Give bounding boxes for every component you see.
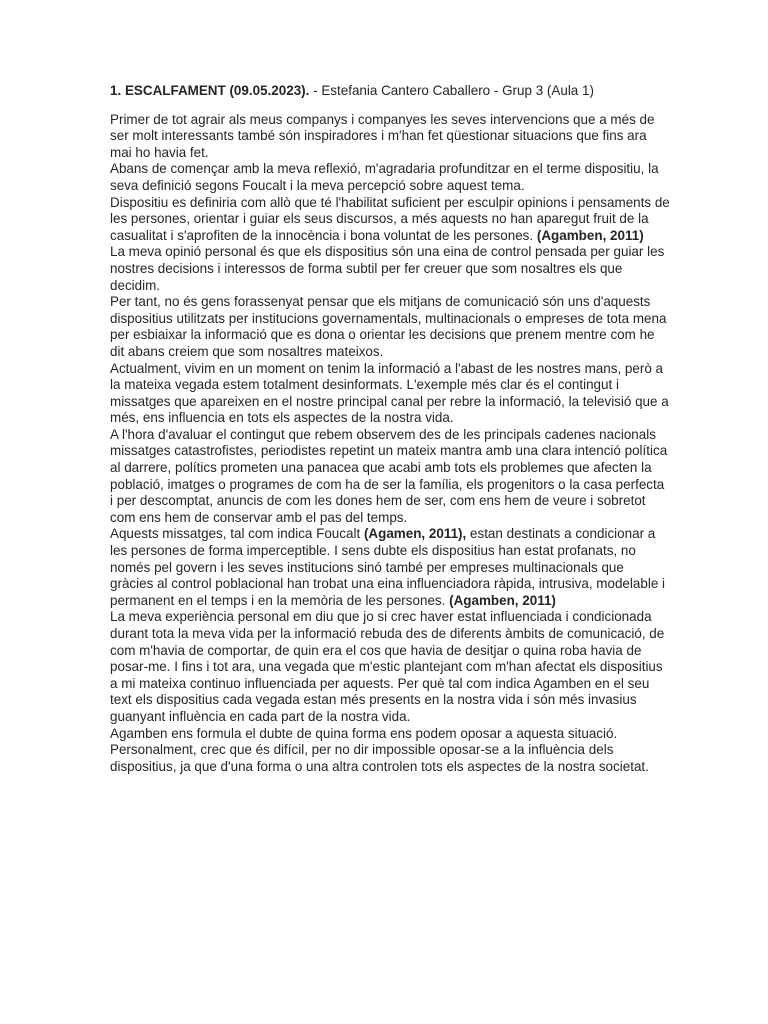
paragraph-6: Actualment, vivim en un moment on tenim la informació a l'abast de les nostres mans, però a la mateixa vegada estem totalment desinformats. L'exemple més clar és el contingut i missatges que apareixen en el nostre principal canal per rebre la informació, la televisió que a més, ens influencia en tots els aspectes de la nostra vida. xyxy=(110,360,669,426)
paragraph-10: Agamben ens formula el dubte de quina forma ens podem oposar a aquesta situació. xyxy=(110,725,618,741)
paragraph-8-text-b: estan destinats a condicionar a les persones de forma imperceptible. I sens dubte els dispositius han estat profanats, no només pel govern i les seves institucions sinó també per empreses multinacionals que gràcies al control poblacional han trobat una eina influenciadora ràpida, intrusiva, modelable i permanent en el temps i en la memòria de les persones. xyxy=(110,526,666,608)
document-heading xyxy=(110,83,670,100)
paragraph-2: Abans de començar amb la meva reflexió, m'agradaria profunditzar en el terme dispositiu, la seva definició segons Foucalt i la meva percepció sobre aquest tema. xyxy=(110,161,659,193)
citation: (Agamben, 2011) xyxy=(536,227,644,243)
heading-title: 1. ESCALFAMENT (09.05.2023). xyxy=(110,83,310,98)
citation: (Agamen, 2011), xyxy=(363,526,467,542)
paragraph-7: A l'hora d'avaluar el contingut que rebem observem des de les principals cadenes nacionals missatges catastrofistes, periodistes repetint un mateix mantra amb una clara intenció política al darrere, polítics prometen una panacea que acabi amb tots els problemes que afecten la població, imatges o programes de com ha de ser la família, els progenitors o la casa perfecta i per descomptat, anuncis de com les dones hem de ser, com ens hem de veure i sobretot com ens hem de conservar amb el pas del temps. xyxy=(110,426,668,525)
paragraph-9: La meva experiència personal em diu que jo si crec haver estat influenciada i condicionada durant tota la meva vida per la informació rebuda des de diferents àmbits de comunicació, de com m'havia de comportar, de quin era el cos que havia de desitjar o quina roba havia de posar-me. I fins i tot ara, una vegada que m'estic plantejant com m'han afectat els dispositius a mi mateixa continuo influenciada per aquests. Per què tal com indica Agamben en el seu text els dispositius cada vegada estan més presents en la nostra vida i són més invasius guanyant influència en cada part de la nostra vida. xyxy=(110,609,665,724)
paragraph-3 xyxy=(110,195,670,245)
paragraph-4: La meva opinió personal és que els dispositius són una eina de control pensada per guiar les nostres decisions i interessos de forma subtil per fer creuer que som nosaltres els que decidim. xyxy=(110,244,665,293)
paragraph-3-text: Dispositiu es definiria com allò que té l'habilitat suficient per esculpir opinions i pensaments de les persones, orientar i guiar els seus discursos, a més aquests no han aparegut fruit de la casualitat i s'aprofiten de la innocència i bona voluntat de les persones. xyxy=(110,194,670,243)
paragraph-11: Personalment, crec que és difícil, per no dir impossible oposar-se a la influència dels dispositius, ja que d'una forma o una altra controlen tots els aspectes de la nostra societat. xyxy=(110,742,649,774)
paragraph-1: Primer de tot agrair als meus companys i companyes les seves intervencions que a més de ser molt interessants també són inspiradores i m'han fet qüestionar situacions que fins ara mai ho havia fet. xyxy=(110,111,655,160)
paragraph-5: Per tant, no és gens forassenyat pensar que els mitjans de comunicació són uns d'aquests dispositius utilitzats per institucions governamentals, multinacionals o empreses de tota mena per esbiaixar la informació que es dona o orientar les decisions que prenem mentre com he dit abans creiem que som nosaltres mateixos. xyxy=(110,294,667,359)
paragraph-8-text-a: Aquests missatges, tal com indica Foucalt xyxy=(110,526,364,542)
paragraph-8 xyxy=(110,526,670,609)
document-page xyxy=(110,83,670,775)
citation: (Agamben, 2011) xyxy=(449,592,556,608)
heading-author: - Estefania Cantero Caballero - Grup 3 (Aula 1) xyxy=(309,83,594,98)
